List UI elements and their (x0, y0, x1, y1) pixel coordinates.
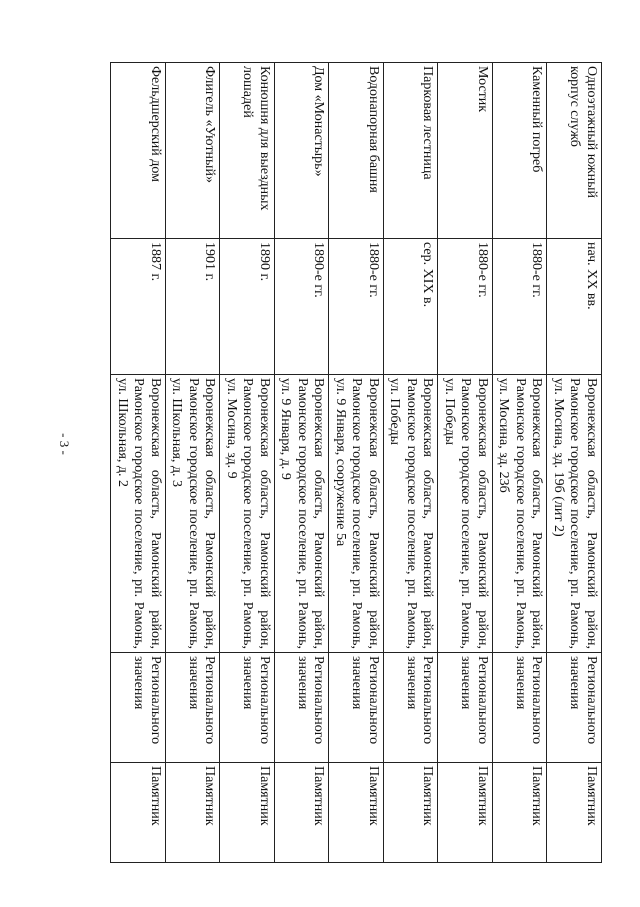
monument-type: Памятник (165, 763, 220, 863)
monument-name: Парковая лестница (383, 63, 438, 239)
monument-type: Памятник (438, 763, 493, 863)
monument-category: Регионального значения (383, 653, 438, 763)
monument-category: Регионального значения (220, 653, 275, 763)
table-row (547, 63, 602, 863)
table-row (438, 63, 493, 863)
rotated-table-frame (112, 62, 602, 862)
monument-type: Памятник (111, 763, 166, 863)
monument-type: Памятник (547, 763, 602, 863)
monument-date: 1890-е гг. (274, 239, 329, 375)
monument-address: Воронежская область, Рамонский район, Рамонское городское поселение, рп. Рамонь, ул. 9 Января, сооружение 5а (329, 375, 384, 653)
monument-name: Дом «Монастырь» (274, 63, 329, 239)
monument-date: 1880-е гг. (329, 239, 384, 375)
monument-category: Регионального значения (438, 653, 493, 763)
monument-category: Регионального значения (329, 653, 384, 763)
table-row (329, 63, 384, 863)
table-row (383, 63, 438, 863)
monument-name: Флигель «Уютный» (165, 63, 220, 239)
monument-type: Памятник (383, 763, 438, 863)
monument-category: Регионального значения (111, 653, 166, 763)
monument-name: Одноэтажный южный корпус служб (547, 63, 602, 239)
monument-date: 1901 г. (165, 239, 220, 375)
monument-address: Воронежская область, Рамонский район, Рамонское городское поселение, рп. Рамонь, ул. Школьная, д. 3 (165, 375, 220, 653)
monument-date: сер. XIX в. (383, 239, 438, 375)
monument-type: Памятник (492, 763, 547, 863)
monument-category: Регионального значения (547, 653, 602, 763)
monument-address: Воронежская область, Рамонский район, Рамонское городское поселение, рп. Рамонь, ул. 9 Января, д. 9 (274, 375, 329, 653)
monument-date: нач. XX вв. (547, 239, 602, 375)
monument-address: Воронежская область, Рамонский район, Рамонское городское поселение, рп. Рамонь, ул. Мосина, зд. 23б (492, 375, 547, 653)
monument-address: Воронежская область, Рамонский район, Рамонское городское поселение, рп. Рамонь, ул. Школьная, д. 2 (111, 375, 166, 653)
monument-name: Водонапорная башня (329, 63, 384, 239)
monument-name: Конюшня для выездных лошадей (220, 63, 275, 239)
monument-type: Памятник (329, 763, 384, 863)
monument-date: 1880-е гг. (438, 239, 493, 375)
monument-address: Воронежская область, Рамонский район, Рамонское городское поселение, рп. Рамонь, ул. Мосина, зд. 9 (220, 375, 275, 653)
page-number: - 3 - (57, 433, 72, 455)
monument-date: 1887 г. (111, 239, 166, 375)
monument-name: Мостик (438, 63, 493, 239)
monument-name: Фельдшерский дом (111, 63, 166, 239)
monument-type: Памятник (274, 763, 329, 863)
monument-address: Воронежская область, Рамонский район, Рамонское городское поселение, рп. Рамонь, ул. Победы (438, 375, 493, 653)
table-row (492, 63, 547, 863)
table-row (274, 63, 329, 863)
table-row (111, 63, 166, 863)
monument-category: Регионального значения (165, 653, 220, 763)
monument-date: 1880-е гг. (492, 239, 547, 375)
monument-address: Воронежская область, Рамонский район, Рамонское городское поселение, рп. Рамонь, ул. Победы (383, 375, 438, 653)
monument-address: Воронежская область, Рамонский район, Рамонское городское поселение, рп. Рамонь, ул. Мосина, зд. 19б (лит 2) (547, 375, 602, 653)
monument-category: Регионального значения (492, 653, 547, 763)
monuments-table (110, 62, 602, 863)
monument-date: 1890 г. (220, 239, 275, 375)
monument-name: Каменный погреб (492, 63, 547, 239)
monument-type: Памятник (220, 763, 275, 863)
table-container (112, 62, 602, 862)
table-row (220, 63, 275, 863)
table-row (165, 63, 220, 863)
monument-category: Регионального значения (274, 653, 329, 763)
